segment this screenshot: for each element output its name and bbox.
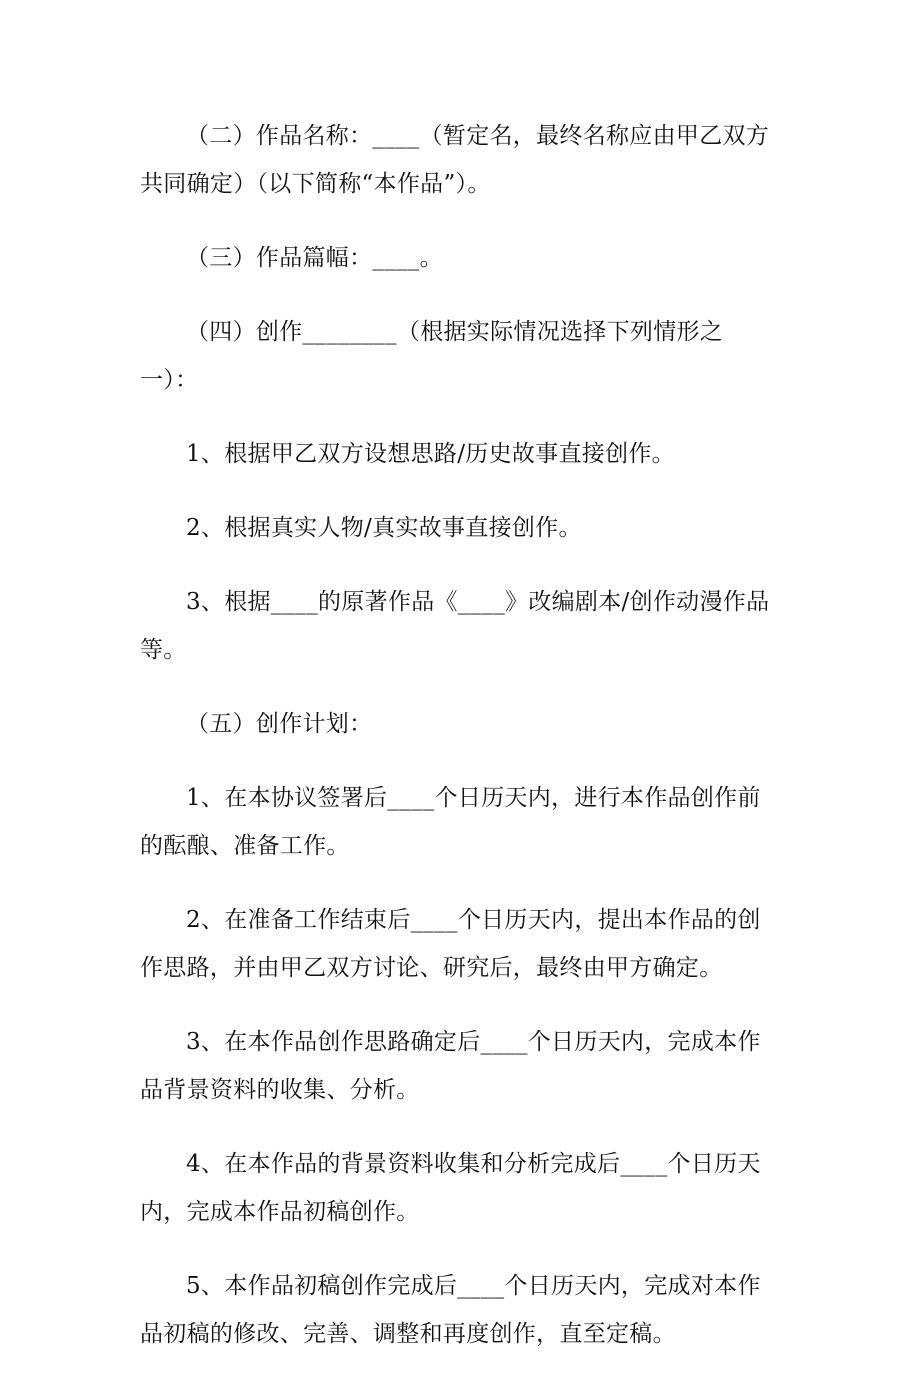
paragraph-option-3: 3、根据____的原著作品《____》改编剧本/创作动漫作品等。: [140, 589, 770, 663]
paragraph-option-2: 2、根据真实人物/真实故事直接创作。: [186, 515, 582, 541]
paragraph-option-1: 1、根据甲乙双方设想思路/历史故事直接创作。: [186, 441, 675, 467]
paragraph-plan-step-2: 2、在准备工作结束后____个日历天内，提出本作品的创作思路，并由甲乙双方讨论、研究后，最终由甲方确定。: [140, 907, 761, 981]
paragraph-creation-plan: （五）创作计划：: [186, 711, 373, 737]
paragraph-creation-type: （四）创作________（根据实际情况选择下列情形之一）：: [140, 319, 724, 393]
paragraph-plan-step-1: 1、在本协议签署后____个日历天内，进行本作品创作前的酝酿、准备工作。: [140, 785, 761, 859]
document-page: [140, 112, 780, 1384]
paragraph-plan-step-4: 4、在本作品的背景资料收集和分析完成后____个日历天内，完成本作品初稿创作。: [140, 1151, 761, 1225]
paragraph-plan-step-5: 5、本作品初稿创作完成后____个日历天内，完成对本作品初稿的修改、完善、调整和再度创作，直至定稿。: [140, 1273, 761, 1347]
paragraph-work-length: （三）作品篇幅：____。: [186, 245, 443, 271]
paragraph-work-title: （二）作品名称：____（暂定名，最终名称应由甲乙双方共同确定）（以下简称“本作品”）。: [140, 123, 770, 197]
paragraph-plan-step-3: 3、在本作品创作思路确定后____个日历天内，完成本作品背景资料的收集、分析。: [140, 1029, 761, 1103]
